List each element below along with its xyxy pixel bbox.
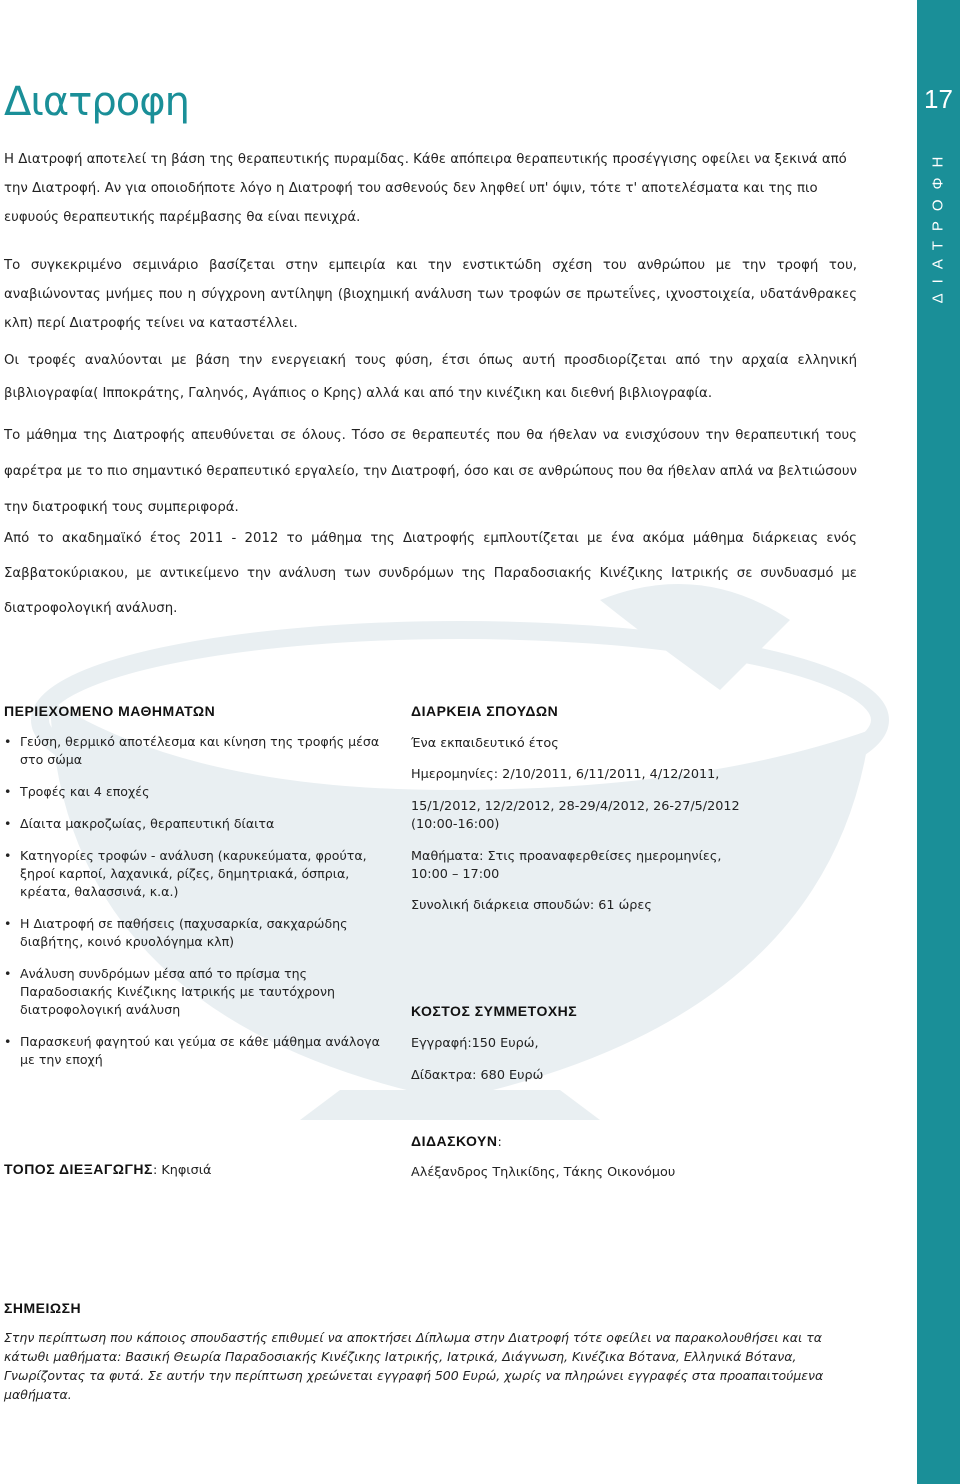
list-item: • Τροφές και 4 εποχές	[4, 784, 150, 799]
intro-paragraph-2: Το συγκεκριμένο σεμινάριο βασίζεται στην εμπειρία και την ενστικτώδη σχέση του ανθρώπου με την τροφή του, αναβιώνοντας μνήμες που η σύγχρονη αντίληψη (βιοχημική ανάλυση των τροφών σε πρωτεΐνες, ιχνοστοιχεία, υδατάνθρακες κλπ) περί Διατροφής τείνει να καταστέλλει.	[4, 258, 857, 331]
intro-paragraph-4: Το μάθημα της Διατροφής απευθύνεται σε όλους. Τόσο σε θεραπευτές που θα ήθελαν να ενισχύσουν την θεραπευτική τους φαρέτρα με το πιο σημαντικό θεραπευτικό εργαλείο, την Διατροφή, όσο και σε ανθρώπους που θα ήθελαν απλά να βελτιώσουν την διατροφική τους συμπεριφορά.	[4, 428, 857, 515]
duration-heading: ΔΙΑΡΚΕΙΑ ΣΠΟΥΔΩΝ	[411, 703, 559, 719]
list-item: • Παρασκευή φαγητού και γεύμα σε κάθε μάθημα ανάλογα με την εποχή	[4, 1034, 380, 1067]
cost-registration: Εγγραφή:150 Ευρώ,	[411, 1036, 539, 1051]
list-item: • Κατηγορίες τροφών - ανάλυση (καρυκεύματα, φρούτα, ξηροί καρποί, λαχανικά, ρίζες, δημητριακά, όσπρια, κρέατα, θαλασσινά, κ.α.)	[4, 848, 367, 899]
contents-heading: ΠΕΡΙΕΧΟΜΕΝΟ ΜΑΘΗΜΑΤΩΝ	[4, 703, 216, 719]
sidebar-title: ΔΙΑΤΡΟΦΗ	[929, 146, 947, 304]
page-title: Διατροφη	[4, 79, 189, 125]
right-sidebar	[917, 0, 960, 1484]
duration-dates-line-2: 15/1/2012, 12/2/2012, 28-29/4/2012, 26-27/5/2012	[411, 799, 740, 814]
list-item: • Δίαιτα μακροζωίας, θεραπευτική δίαιτα	[4, 816, 275, 831]
cost-tuition: Δίδακτρα: 680 Ευρώ	[411, 1068, 544, 1083]
teachers-names: Αλέξανδρος Τηλικίδης, Τάκης Οικονόμου	[411, 1165, 676, 1180]
intro-paragraph-1: Η Διατροφή αποτελεί τη βάση της θεραπευτικής πυραμίδας. Κάθε απόπειρα θεραπευτικής προσέγγισης οφείλει να ξεκινά από την Διατροφή. Αν για οποιοδήποτε λόγο η Διατροφή του ασθενούς δεν ληφθεί υπ' όψιν, τότε τ' αποτελέσματα και της πιο ευφυούς θεραπευτικής παρέμβασης θα είναι πενιχρά.	[4, 152, 847, 225]
duration-dates-hours: (10:00-16:00)	[411, 817, 500, 832]
duration-total: Συνολική διάρκεια σπουδών: 61 ώρες	[411, 898, 652, 913]
duration-lessons-hours: 10:00 – 17:00	[411, 867, 500, 882]
duration-dates-line-1: Ημερομηνίες: 2/10/2011, 6/11/2011, 4/12/2011,	[411, 767, 720, 782]
list-item: • Ανάλυση συνδρόμων μέσα από το πρίσμα της Παραδοσιακής Κινέζικης Ιατρικής με ταυτόχρονη διατροφολογική ανάλυση	[4, 966, 336, 1017]
cost-heading: ΚΟΣΤΟΣ ΣΥΜΜΕΤΟΧΗΣ	[411, 1003, 578, 1019]
note-text: Στην περίπτωση που κάποιος σπουδαστής επιθυμεί να αποκτήσει Δίπλωμα στην Διατροφή τότε οφείλει να παρακολουθήσει και τα κάτωθι μαθήματα: Βασική Θεωρία Παραδοσιακής Κινέζικης Ιατρικής, Ιατρικά, Διάγνωση, Κινέζικα Βότανα, Ελληνικά Βότανα, Γνωρίζοντας τα φυτά. Σε αυτήν την περίπτωση χρεώνεται εγγραφή 500 Ευρώ, χωρίς να πληρώνει εγγραφές στα προαπαιτούμενα μαθήματα.	[4, 1330, 824, 1402]
teachers-heading: ΔΙΔΑΣΚΟΥΝ:	[411, 1133, 502, 1150]
page-number: 17	[924, 84, 953, 114]
list-item: • Γεύση, θερμικό αποτέλεσμα και κίνηση της τροφής μέσα στο σώμα	[4, 734, 380, 767]
duration-lessons-line-1: Μαθήματα: Στις προαναφερθείσες ημερομηνίες,	[411, 849, 722, 864]
list-item: • Η Διατροφή σε παθήσεις (παχυσαρκία, σακχαρώδης διαβήτης, κοινό κρυολόγημα κλπ)	[4, 916, 348, 949]
intro-paragraph-5: Από το ακαδημαϊκό έτος 2011 - 2012 το μάθημα της Διατροφής εμπλουτίζεται με ένα ακόμα μάθημα διάρκειας ενός Σαββατοκύριακου, με αντικείμενο την ανάλυση των συνδρόμων της Παραδοσιακής Κινέζικης Ιατρικής σε συνδυασμό με διατροφολογική ανάλυση.	[4, 531, 857, 616]
intro-paragraph-3: Οι τροφές αναλύονται με βάση την ενεργειακή τους φύση, έτσι όπως αυτή προσδιορίζεται από την αρχαία ελληνική βιβλιογραφία( Ιπποκράτης, Γαληνός, Αγάπιος ο Κρης) αλλά και από την κινέζικη και διεθνή βιβλιογραφία.	[4, 353, 857, 401]
note-heading: ΣΗΜΕΙΩΣΗ	[4, 1300, 82, 1316]
duration-year: Ένα εκπαιδευτικό έτος	[411, 736, 559, 751]
location-line: ΤΟΠΟΣ ΔΙΕΞΑΓΩΓΗΣ: Κηφισιά	[4, 1161, 212, 1178]
contents-list	[4, 733, 384, 1083]
